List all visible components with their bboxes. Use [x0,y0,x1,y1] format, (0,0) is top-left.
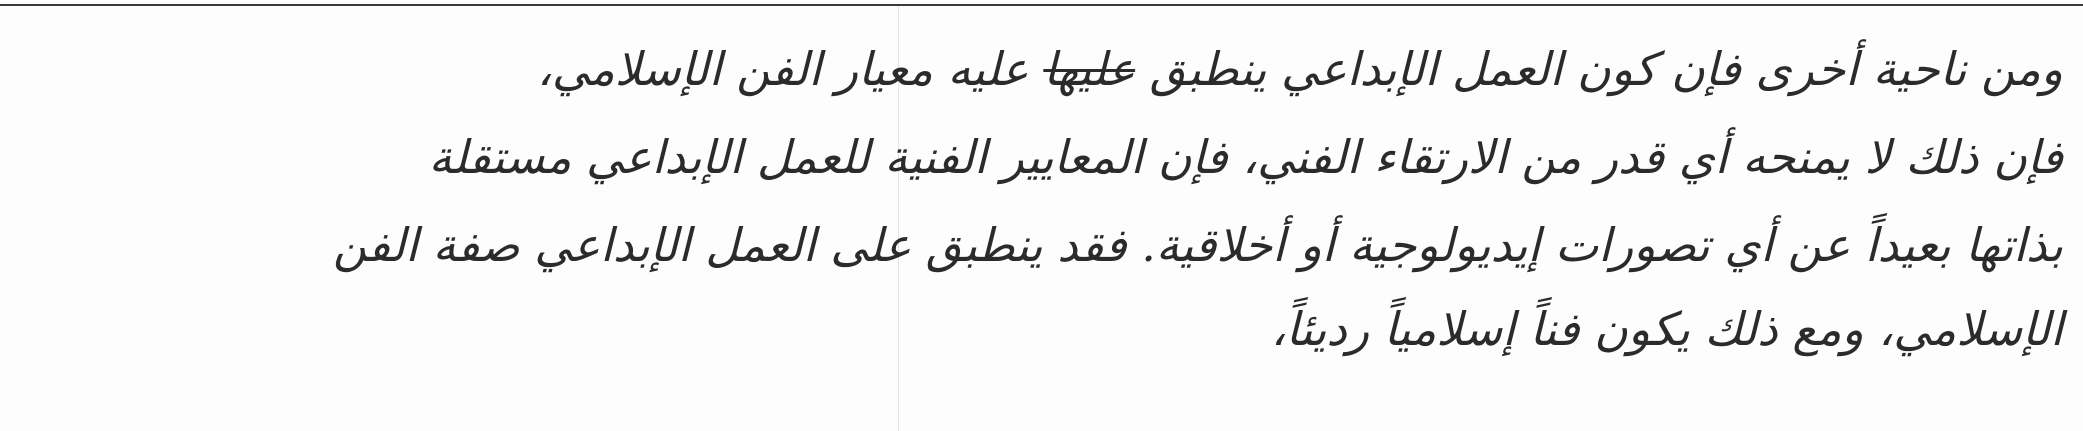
struck-out-word: عليها [1043,42,1136,96]
text-line-1 [537,38,2063,100]
text-line-3: بذاتها بعيداً عن أي تصورات إيديولوجية أو أخلاقية. فقد ينطبق على العمل الإبداعي صفة الفن [332,218,2063,272]
text-line-4: الإسلامي، ومع ذلك يكون فناً إسلامياً رديئاً، [1270,302,2063,356]
top-rule-line [0,4,2083,6]
text-line-1-end: عليه معيار الفن الإسلامي، [536,42,1044,96]
text-line-2: فإن ذلك لا يمنحه أي قدر من الارتقاء الفني، فإن المعايير الفنية للعمل الإبداعي مستقلة [428,130,2063,184]
text-line-1-start: ومن ناحية أخرى فإن كون العمل الإبداعي ينطبق [1135,42,2063,96]
